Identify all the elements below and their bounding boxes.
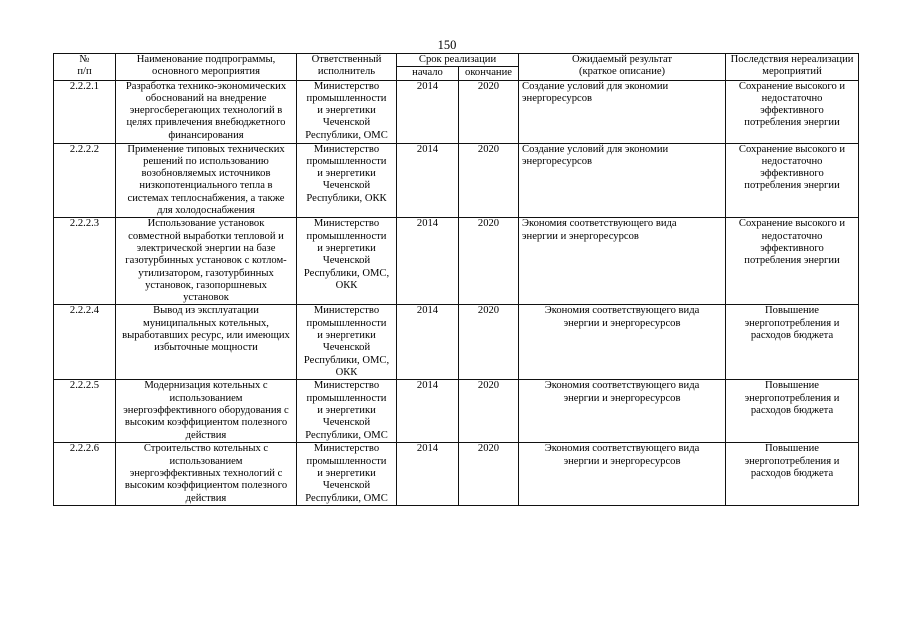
end-year-cell: 2020 <box>459 80 519 143</box>
start-year-cell: 2014 <box>397 443 459 506</box>
consequences-cell: Сохранение высокого и недостаточно эффективного потребления энергии <box>726 80 859 143</box>
executor-cell: Министерство промышленности и энергетики Чеченской Республики, ОМС, ОКК <box>297 305 397 380</box>
end-year-cell: 2020 <box>459 218 519 305</box>
table-header <box>54 54 859 81</box>
row-number-cell: 2.2.2.3 <box>54 218 116 305</box>
table-row <box>54 218 859 305</box>
expected-result-cell: Создание условий для экономии энергоресурсов <box>519 143 726 218</box>
executor-cell: Министерство промышленности и энергетики Чеченской Республики, ОМС, ОКК <box>297 218 397 305</box>
measure-name-cell: Строительство котельных с использованием энергоэффективных технологий с высоким коэффициентом полезного действия <box>116 443 297 506</box>
start-year-cell: 2014 <box>397 80 459 143</box>
table-row <box>54 80 859 143</box>
header-executor: Ответственный исполнитель <box>297 54 397 81</box>
header-start: начало <box>397 67 459 80</box>
header-period: Срок реализации <box>397 54 519 67</box>
row-number-cell: 2.2.2.4 <box>54 305 116 380</box>
row-number-cell: 2.2.2.6 <box>54 443 116 506</box>
row-number-cell: 2.2.2.2 <box>54 143 116 218</box>
expected-result-cell: Экономия соответствующего вида энергии и энергоресурсов <box>519 218 726 305</box>
consequences-cell: Повышение энергопотребления и расходов бюджета <box>726 380 859 443</box>
header-number: № п/п <box>54 54 116 81</box>
expected-result-cell: Экономия соответствующего вида энергии и энергоресурсов <box>519 380 726 443</box>
start-year-cell: 2014 <box>397 143 459 218</box>
measure-name-cell: Использование установок совместной выработки тепловой и электрической энергии на базе газотурбинных установок с котлом- утилизатором, газотурбинных установок, газопоршневых установок <box>116 218 297 305</box>
consequences-cell: Сохранение высокого и недостаточно эффективного потребления энергии <box>726 143 859 218</box>
row-number-cell: 2.2.2.5 <box>54 380 116 443</box>
measure-name-cell: Вывод из эксплуатации муниципальных котельных, выработавших ресурс, или имеющих избыточные мощности <box>116 305 297 380</box>
executor-cell: Министерство промышленности и энергетики Чеченской Республики, ОМС <box>297 443 397 506</box>
start-year-cell: 2014 <box>397 380 459 443</box>
executor-cell: Министерство промышленности и энергетики Чеченской Республики, ОМС <box>297 80 397 143</box>
executor-cell: Министерство промышленности и энергетики Чеченской Республики, ОМС <box>297 380 397 443</box>
table-row <box>54 380 859 443</box>
consequences-cell: Повышение энергопотребления и расходов бюджета <box>726 305 859 380</box>
measure-name-cell: Модернизация котельных с использованием энергоэффективного оборудования с высоким коэффициентом полезного действия <box>116 380 297 443</box>
table-row <box>54 443 859 506</box>
measure-name-cell: Разработка технико-экономических обоснований на внедрение энергосберегающих технологий в целях привлечения внебюджетного финансирования <box>116 80 297 143</box>
start-year-cell: 2014 <box>397 218 459 305</box>
table-row <box>54 143 859 218</box>
end-year-cell: 2020 <box>459 380 519 443</box>
end-year-cell: 2020 <box>459 305 519 380</box>
header-row <box>54 54 859 67</box>
measures-table <box>53 53 859 506</box>
start-year-cell: 2014 <box>397 305 459 380</box>
header-expected-result: Ожидаемый результат (краткое описание) <box>519 54 726 81</box>
consequences-cell: Сохранение высокого и недостаточно эффективного потребления энергии <box>726 218 859 305</box>
expected-result-cell: Экономия соответствующего вида энергии и энергоресурсов <box>519 305 726 380</box>
end-year-cell: 2020 <box>459 443 519 506</box>
table-row <box>54 305 859 380</box>
executor-cell: Министерство промышленности и энергетики Чеченской Республики, ОКК <box>297 143 397 218</box>
header-measure-name: Наименование подпрограммы, основного мероприятия <box>116 54 297 81</box>
table-body <box>54 80 859 506</box>
consequences-cell: Повышение энергопотребления и расходов бюджета <box>726 443 859 506</box>
end-year-cell: 2020 <box>459 143 519 218</box>
measure-name-cell: Применение типовых технических решений по использованию возобновляемых источников низкопотенциального тепла в системах теплоснабжения, а также для холодоснабжения <box>116 143 297 218</box>
row-number-cell: 2.2.2.1 <box>54 80 116 143</box>
header-consequences: Последствия нереализации мероприятий <box>726 54 859 81</box>
expected-result-cell: Экономия соответствующего вида энергии и энергоресурсов <box>519 443 726 506</box>
expected-result-cell: Создание условий для экономии энергоресурсов <box>519 80 726 143</box>
header-end: окончание <box>459 67 519 80</box>
page-number: 150 <box>437 38 457 52</box>
